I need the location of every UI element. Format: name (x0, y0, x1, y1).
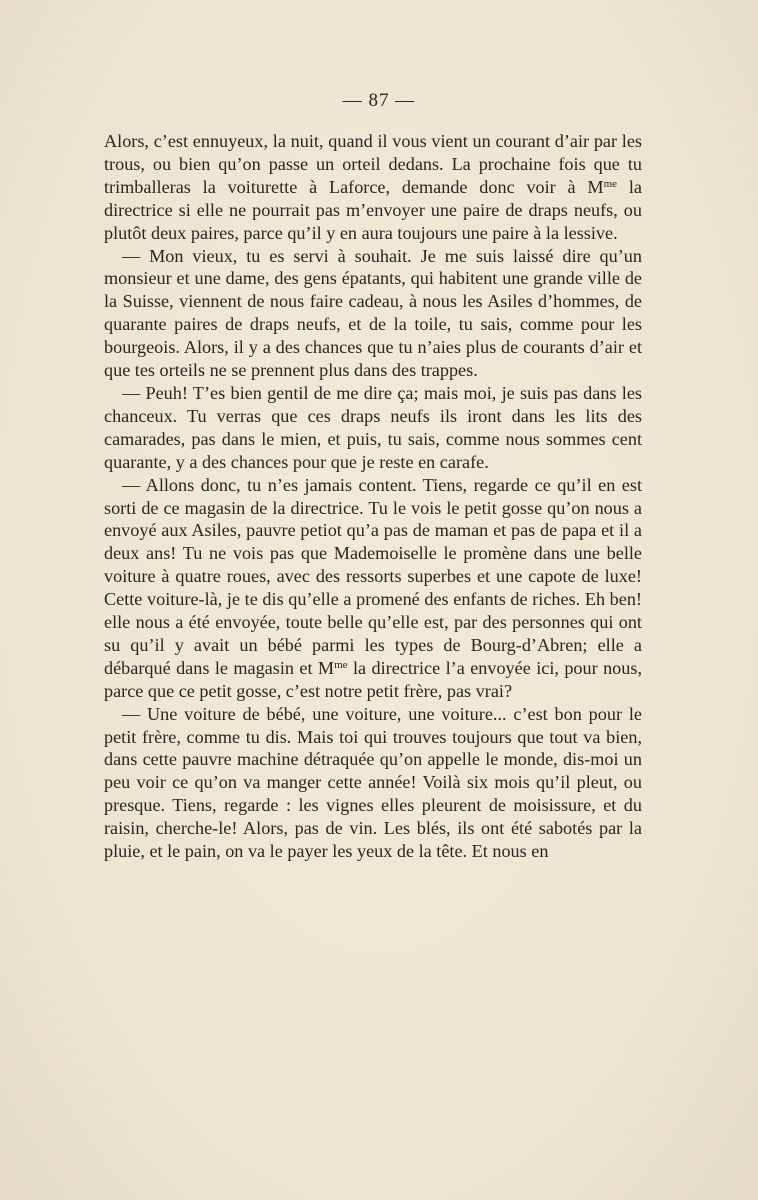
paragraph-text: — Allons donc, tu n’es jamais content. Tiens, regarde ce qu’il en est sorti de ce magasin de la directrice. Tu le vois le petit gosse qu’on nous a envoyé aux Asiles, pauvre petiot qu’a pas de maman et pas de papa et il a deux ans! Tu ne vois pas que Mademoiselle le promène dans une belle voiture à quatre roues, avec des ressorts superbes et une capote de luxe! Cette voiture-là, je te dis qu’elle a promené des enfants de riches. Eh ben! elle nous a été envoyée, toute belle qu’elle est, par des personnes qui ont su qu’il y avait un bébé parmi les types de Bourg-d’Abren; elle a débarqué dans le magasin et M (104, 474, 642, 678)
paragraph (104, 474, 642, 703)
paragraph (104, 382, 642, 474)
paragraph-text: — Peuh! T’es bien gentil de me dire ça; mais moi, je suis pas dans les chanceux. Tu verras que ces draps neufs ils iront dans les lits des camarades, pas dans le mien, et puis, tu sais, comme nous sommes cent quarante, y a des chances pour que je reste en carafe. (104, 382, 642, 472)
page-number: — 87 — (342, 90, 416, 111)
paragraph-text: la directrice si elle ne pourrait pas m’envoyer une paire de draps neufs, ou plutôt deux paires, parce qu’il y en aura toujours une paire à la lessive. (104, 176, 642, 243)
paragraph-text: la directrice l’a envoyée ici, pour nous, parce que ce petit gosse, c’est notre petit frère, pas vrai? (104, 657, 642, 701)
paragraph-text: — Une voiture de bébé, une voiture, une voiture... c’est bon pour le petit frère, comme tu dis. Mais toi qui trouves toujours que tout va bien, dans cette pauvre machine détraquée qu’on appelle le monde, dis-moi un peu voir ce qu’on va manger cette année! Voilà six mois qu’il pleut, ou presque. Tiens, regarde : les vignes elles pleurent de moisissure, et du raisin, cherche-le! Alors, pas de vin. Les blés, ils ont été sabotés par la pluie, et le pain, on va le payer les yeux de la tête. Et nous en (104, 703, 642, 862)
body-text (104, 130, 642, 863)
paragraph-text: Alors, c’est ennuyeux, la nuit, quand il vous vient un courant d’air par les trous, ou bien qu’on passe un orteil dedans. La prochaine fois que tu trimballeras la voiturette à Laforce, demande donc voir à M (104, 131, 642, 197)
superscript-abbrev: me (603, 177, 618, 190)
paragraph (104, 245, 642, 382)
paragraph (104, 130, 642, 245)
paragraph-text: — Mon vieux, tu es servi à souhait. Je me suis laissé dire qu’un monsieur et une dame, des gens épatants, qui habitent une grande ville de la Suisse, viennent de nous faire cadeau, à nous les Asiles d’hommes, de quarante paires de draps neufs, et de la toile, tu sais, comme pour les bourgeois. Alors, il y a des chances que tu n’aies plus de courants d’air et que tes orteils ne se prennent plus dans des trappes. (104, 245, 642, 381)
superscript-abbrev: me (334, 658, 348, 671)
paragraph (104, 703, 642, 863)
